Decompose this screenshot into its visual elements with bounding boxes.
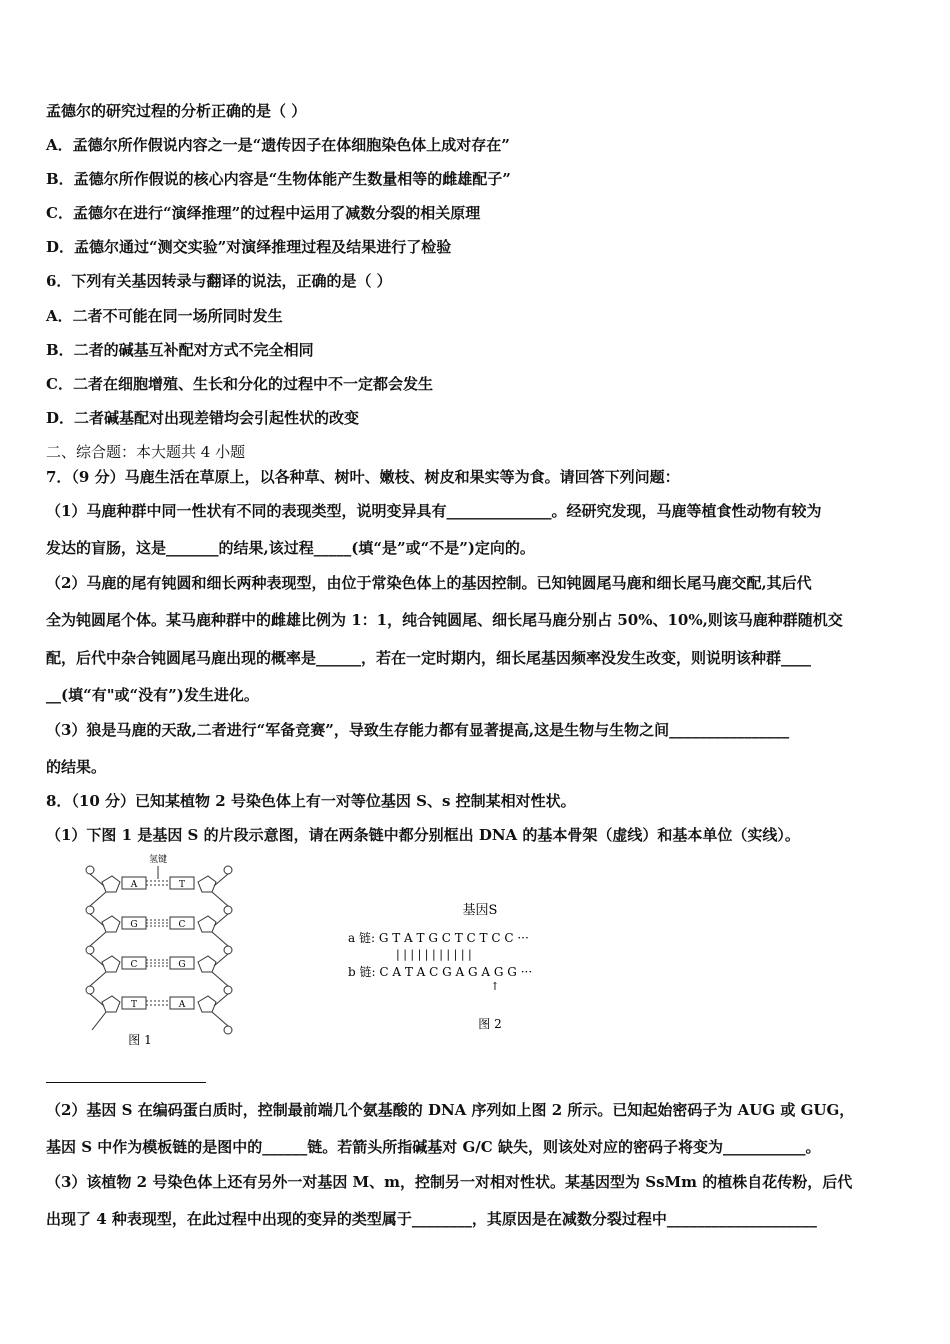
q8-line-5: 出现了 4 种表现型，在此过程中出现的变异的类型属于________，其原因是在减数分裂过程中____________________: [46, 1210, 817, 1228]
strand-bonds: | | | | | | | | | | |: [396, 948, 472, 961]
figure-1-dna-fragment: [80, 852, 240, 1052]
base-right-4: A: [178, 1000, 186, 1010]
q6-stem: 6．下列有关基因转录与翻译的说法，正确的是（ ）: [46, 272, 392, 290]
q5-option-b: B．孟德尔所作假说的核心内容是“生物体能产生数量相等的雌雄配子”: [46, 170, 511, 188]
base-right-1: T: [178, 880, 186, 890]
dna-backbone: [86, 866, 232, 1034]
hydrogen-bond-label: 氢键: [148, 855, 168, 865]
base-left-2: G: [130, 920, 138, 930]
base-right-2: C: [178, 920, 186, 930]
q7-line-1: （1）马鹿种群中同一性状有不同的表现类型，说明变异具有______________。经研究发现，马鹿等植食性动物有较为: [46, 502, 822, 520]
q8-part-1: （1）下图 1 是基因 S 的片段示意图，请在两条链中都分别框出 DNA 的基本骨架（虚线）和基本单位（实线）。: [46, 826, 800, 844]
q7-line-4: 全为钝圆尾个体。某马鹿种群中的雌雄比例为 1：1，纯合钝圆尾、细长尾马鹿分别占 50%、10%,则该马鹿种群随机交: [46, 611, 843, 629]
q7-line-3: （2）马鹿的尾有钝圆和细长两种表现型，由位于常染色体上的基因控制。已知钝圆尾马鹿和细长尾马鹿交配,其后代: [46, 574, 812, 592]
q6-option-a: A．二者不可能在同一场所同时发生: [46, 307, 283, 325]
base-left-3: C: [130, 960, 138, 970]
q5-stem: 孟德尔的研究过程的分析正确的是（ ）: [46, 102, 307, 120]
base-right-3: G: [178, 960, 186, 970]
q6-option-b: B．二者的碱基互补配对方式不完全相同: [46, 341, 314, 359]
q7-line-2: 发达的盲肠，这是_______的结果,该过程_____(填“是”或“不是”)定向的。: [46, 539, 535, 557]
gene-s-title: 基因S: [462, 903, 498, 918]
q8-stem: 8．（10 分）已知某植物 2 号染色体上有一对等位基因 S、s 控制某相对性状。: [46, 792, 576, 810]
figure-1-caption: 图 1: [128, 1033, 152, 1047]
q7-stem: 7．（9 分）马鹿生活在草原上，以各种草、树叶、嫩枝、树皮和果实等为食。请回答下列问题：: [46, 468, 680, 486]
q5-option-c: C．孟德尔在进行“演绎推理”的过程中运用了减数分裂的相关原理: [46, 204, 481, 222]
q7-line-7: （3）狼是马鹿的天敌,二者进行“军备竞赛”，导致生存能力都有显著提高,这是生物与生物之间________________: [46, 721, 790, 739]
base-left-4: T: [130, 1000, 138, 1010]
strand-b-sequence: b 链: C A T A C G A G A G G ···: [348, 965, 533, 979]
q5-option-a: A．孟德尔所作假说内容之一是“遗传因子在体细胞染色体上成对存在”: [46, 136, 510, 154]
q5-option-d: D．孟德尔通过“测交实验”对演绎推理过程及结果进行了检验: [46, 238, 452, 256]
q7-line-8: 的结果。: [46, 758, 107, 776]
footnote-divider: [46, 1082, 206, 1083]
q8-line-3: 基因 S 中作为模板链的是图中的______链。若箭头所指碱基对 G/C 缺失，则该处对应的密码子将变为___________。: [46, 1138, 821, 1156]
section-heading: 二、综合题：本大题共 4 小题: [46, 443, 246, 461]
q6-option-d: D．二者碱基配对出现差错均会引起性状的改变: [46, 409, 360, 427]
base-left-1: A: [130, 880, 138, 890]
q8-line-2: （2）基因 S 在编码蛋白质时，控制最前端几个氨基酸的 DNA 序列如上图 2 所示。已知起始密码子为 AUG 或 GUG，: [46, 1101, 855, 1119]
q7-line-5: 配，后代中杂合钝圆尾马鹿出现的概率是______，若在一定时期内，细长尾基因频率没发生改变，则说明该种群____: [46, 649, 812, 667]
q6-option-c: C．二者在细胞增殖、生长和分化的过程中不一定都会发生: [46, 375, 433, 393]
figure-2-gene-sequence: [340, 890, 600, 1040]
strand-a-sequence: a 链: G T A T G C T C T C C ···: [348, 931, 529, 945]
figure-2-caption: 图 2: [478, 1017, 502, 1031]
q8-line-4: （3）该植物 2 号染色体上还有另外一对基因 M、m，控制另一对相对性状。某基因型为 SsMm 的植株自花传粉，后代: [46, 1173, 853, 1191]
q7-line-6: __(填“有"或“没有”)发生进化。: [46, 686, 259, 704]
mutation-arrow-icon: ↑: [490, 980, 500, 993]
